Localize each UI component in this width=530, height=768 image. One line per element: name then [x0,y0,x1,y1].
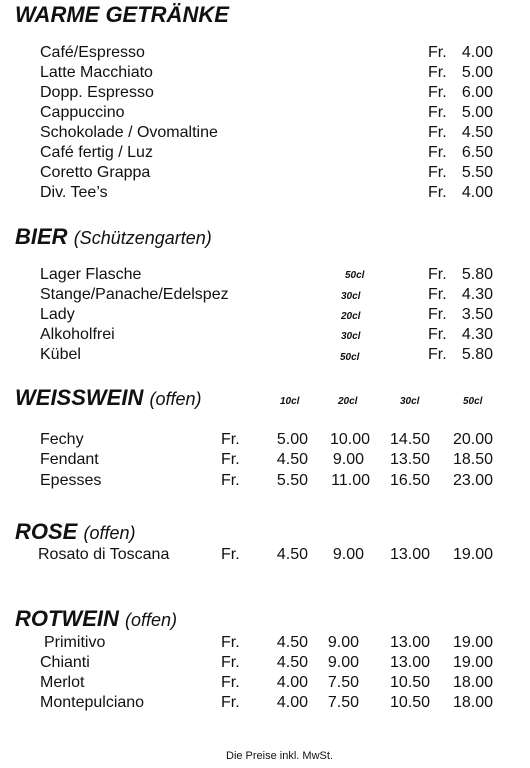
menu-item-price: 4.50 [276,634,308,651]
menu-item-price: 4.30 [461,286,493,303]
section-title-text: ROTWEIN [15,606,119,631]
menu-item-price: 5.80 [461,266,493,283]
menu-item-name: Lager Flasche [40,266,142,283]
currency-label: Fr. [221,546,240,563]
menu-item-name: Epesses [40,472,102,489]
menu-item-price: 6.50 [461,144,493,161]
currency-label: Fr. [428,266,447,283]
menu-item-name: Div. Tee’s [40,184,108,201]
menu-item-name: Cappuccino [40,104,125,121]
section-title-text: ROSE [15,519,78,544]
currency-label: Fr. [428,184,447,201]
section-subtitle: (offen) [149,389,202,409]
menu-item-size: 30cl [341,331,361,342]
menu-item-name: Montepulciano [40,694,145,711]
menu-item-price: 20.00 [452,431,493,448]
menu-item-size: 50cl [345,270,365,281]
currency-label: Fr. [428,144,447,161]
menu-item-price: 9.00 [327,634,359,651]
currency-label: Fr. [428,64,447,81]
currency-label: Fr. [221,431,240,448]
menu-item-price: 13.50 [389,451,430,468]
menu-item-name: Coretto Grappa [40,164,151,181]
menu-item-name: Latte Macchiato [40,64,153,81]
currency-label: Fr. [221,634,240,651]
menu-item-name: Lady [40,306,75,323]
section-subtitle: (Schützengarten) [73,228,212,248]
menu-item-price: 7.50 [327,674,359,691]
menu-item-price: 4.50 [461,124,493,141]
size-header: 10cl [280,396,300,407]
menu-item-price: 3.50 [461,306,493,323]
menu-item-price: 4.50 [276,546,308,563]
currency-label: Fr. [221,654,240,671]
currency-label: Fr. [428,124,447,141]
size-header: 30cl [400,396,420,407]
menu-item-name: Chianti [40,654,90,671]
menu-item-price: 10.00 [329,431,370,448]
section-title-warme-getraenke: WARME GETRÄNKE [15,2,229,27]
menu-item-price: 13.00 [389,634,430,651]
menu-item-price: 4.30 [461,326,493,343]
menu-item-price: 5.00 [461,64,493,81]
currency-label: Fr. [428,84,447,101]
section-title-rose [15,520,136,545]
menu-item-price: 4.00 [276,694,308,711]
menu-item-price: 19.00 [452,634,493,651]
currency-label: Fr. [221,472,240,489]
section-title-rotwein [15,607,177,632]
menu-item-price: 23.00 [452,472,493,489]
menu-item-price: 18.50 [452,451,493,468]
section-title-text: BIER [15,224,68,249]
menu-item-name: Merlot [40,674,85,691]
section-title-bier [15,225,212,250]
currency-label: Fr. [428,164,447,181]
size-header: 50cl [463,396,483,407]
menu-item-price: 18.00 [452,674,493,691]
menu-item-price: 18.00 [452,694,493,711]
menu-item-price: 4.00 [276,674,308,691]
menu-item-price: 4.50 [276,451,308,468]
menu-item-name: Café/Espresso [40,44,145,61]
menu-item-size: 50cl [340,352,360,363]
menu-item-price: 4.00 [461,44,493,61]
currency-label: Fr. [428,326,447,343]
menu-item-price: 4.00 [461,184,493,201]
menu-item-name: Kübel [40,346,81,363]
menu-item-price: 9.00 [332,546,364,563]
currency-label: Fr. [428,346,447,363]
currency-label: Fr. [428,44,447,61]
menu-item-price: 10.50 [389,694,430,711]
currency-label: Fr. [221,674,240,691]
menu-item-price: 13.00 [389,654,430,671]
currency-label: Fr. [221,694,240,711]
menu-item-price: 7.50 [327,694,359,711]
menu-item-name: Dopp. Espresso [40,84,154,101]
menu-item-name: Alkoholfrei [40,326,115,343]
menu-item-name: Café fertig / Luz [40,144,153,161]
section-subtitle: (offen) [83,523,136,543]
menu-item-name: Schokolade / Ovomaltine [40,124,218,141]
menu-item-name: Fechy [40,431,84,448]
menu-item-price: 9.00 [332,451,364,468]
menu-item-price: 6.00 [461,84,493,101]
menu-item-price: 5.50 [461,164,493,181]
menu-item-name: Primitivo [44,634,106,651]
menu-item-price: 9.00 [327,654,359,671]
currency-label: Fr. [221,451,240,468]
section-subtitle: (offen) [125,610,178,630]
section-title-weisswein [15,386,202,411]
menu-item-price: 19.00 [452,546,493,563]
menu-item-price: 5.00 [461,104,493,121]
menu-item-price: 4.50 [276,654,308,671]
menu-item-price: 14.50 [389,431,430,448]
menu-item-price: 5.00 [276,431,308,448]
menu-item-price: 5.80 [461,346,493,363]
section-title-text: WEISSWEIN [15,385,144,410]
menu-item-price: 19.00 [452,654,493,671]
menu-item-size: 20cl [341,311,361,322]
footer-note: Die Preise inkl. MwSt. [226,750,333,762]
menu-item-price: 13.00 [389,546,430,563]
menu-item-name: Stange/Panache/Edelspez [40,286,229,303]
menu-item-price: 5.50 [276,472,308,489]
menu-item-price: 10.50 [389,674,430,691]
menu-item-price: 16.50 [389,472,430,489]
currency-label: Fr. [428,306,447,323]
size-header: 20cl [338,396,358,407]
currency-label: Fr. [428,286,447,303]
menu-item-size: 30cl [341,291,361,302]
menu-item-name: Fendant [40,451,99,468]
menu-item-price: 11.00 [331,472,370,489]
menu-item-name: Rosato di Toscana [38,546,170,563]
currency-label: Fr. [428,104,447,121]
